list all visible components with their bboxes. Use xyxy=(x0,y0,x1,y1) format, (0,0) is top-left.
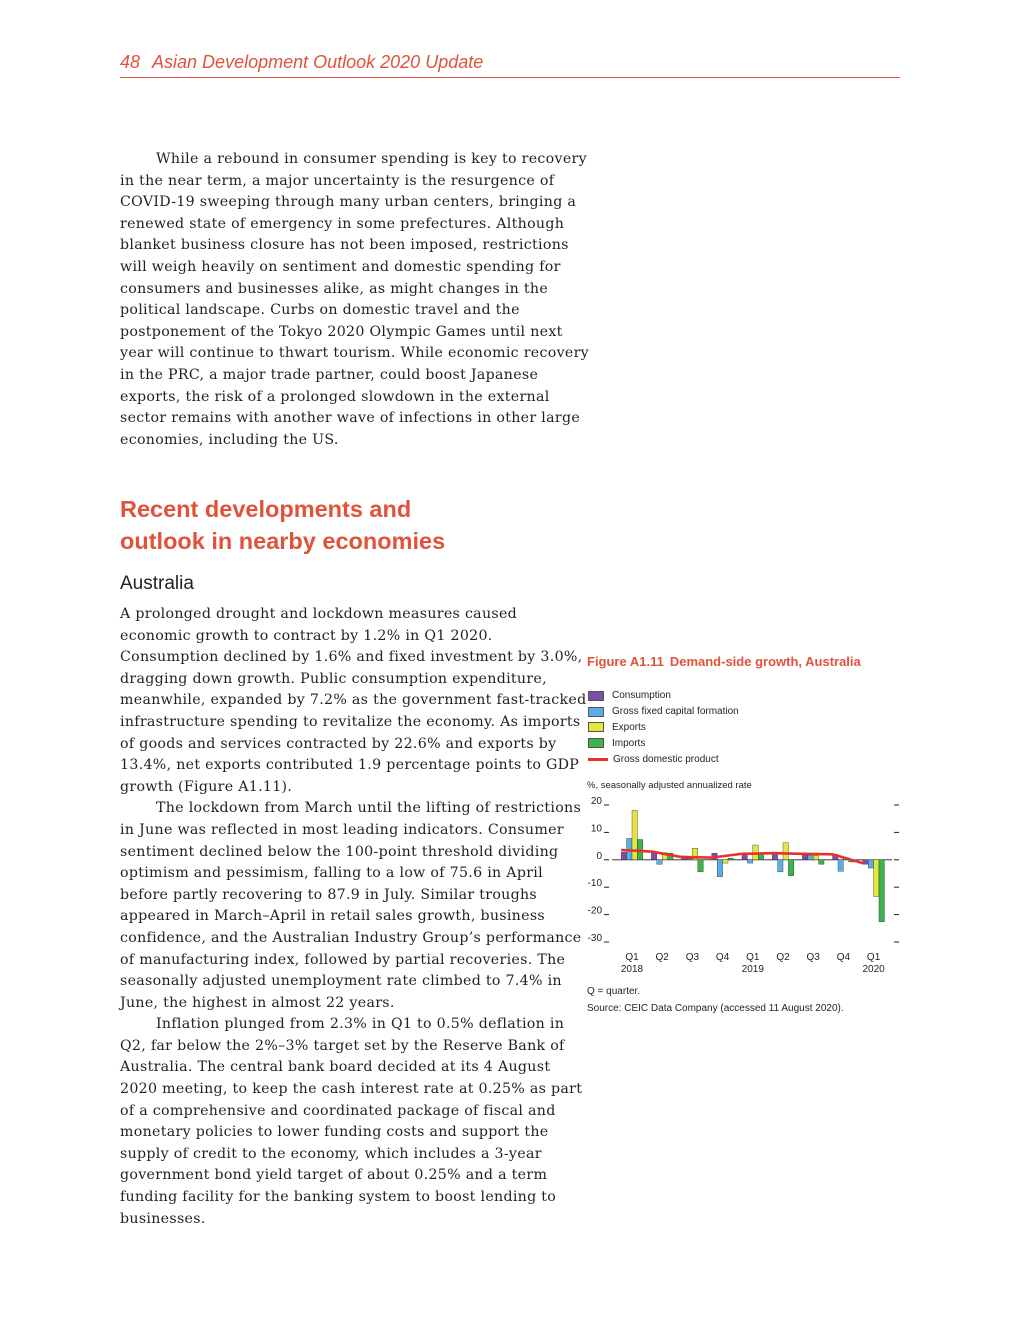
x-year-label: 2020 xyxy=(862,964,885,975)
bar-consumption-6 xyxy=(802,855,807,860)
x-year-label: 2019 xyxy=(741,964,764,975)
legend-swatch xyxy=(588,738,604,748)
legend-label: Consumption xyxy=(612,690,671,702)
legend-label: Gross domestic product xyxy=(613,753,719,765)
bar-exports-8 xyxy=(874,860,879,897)
legend-label: Gross fixed capital formation xyxy=(612,706,739,718)
bar-imports-5 xyxy=(788,860,793,876)
figure-number: Figure A1.11 xyxy=(587,654,664,669)
y-tick-label: -30 xyxy=(587,933,602,944)
x-year-label: 2018 xyxy=(620,964,644,975)
y-tick-label: 10 xyxy=(590,823,602,835)
x-tick-label: Q1 xyxy=(866,952,881,963)
bar-gross-fixed-capital-formation-1 xyxy=(657,860,662,864)
bar-consumption-4 xyxy=(742,855,747,859)
section-title-line-1: Recent developments and xyxy=(120,496,412,522)
bar-exports-3 xyxy=(723,860,728,863)
x-tick-label: Q4 xyxy=(715,952,730,963)
legend-item-gfcf xyxy=(588,704,739,720)
figure-note: Q = quarter. xyxy=(587,986,641,997)
bar-gross-fixed-capital-formation-5 xyxy=(778,860,783,872)
y-tick-label: 20 xyxy=(590,796,602,807)
running-header xyxy=(120,52,900,73)
subsection-heading: Australia xyxy=(120,573,194,594)
legend-swatch xyxy=(588,722,604,732)
legend-swatch xyxy=(588,691,604,701)
publication-title: Asian Development Outlook 2020 Update xyxy=(152,52,484,72)
chart-unit-label: %, seasonally adjusted annualized rate xyxy=(587,780,752,791)
legend-swatch xyxy=(588,707,604,717)
bar-gross-fixed-capital-formation-2 xyxy=(687,859,692,860)
x-tick-label: Q2 xyxy=(655,952,669,963)
body-paragraph-3: Inflation plunged from 2.3% in Q1 to 0.5% deflation in Q2, far below the 2%–3% target set by the Reserve Bank of Australia. The central bank board decided at its 4 August 2020 meeting, to keep the cash interest rate at 0.25% as part of a comprehensive and coordinated package of fiscal and monetary policies to lower funding costs and support the supply of credit to the economy, which includes a 3-year government bond yield target of about 0.25% and a term funding facility for the banking system to boost lending to businesses. xyxy=(120,1016,583,1227)
legend-line xyxy=(588,758,608,761)
chart-legend xyxy=(588,688,739,767)
x-tick-label: Q4 xyxy=(836,952,851,963)
intro-paragraph: While a rebound in consumer spending is key to recovery in the near term, a major uncertainty is the resurgence of COVID-19 sweeping through many urban centers, bringing a renewed state of emergency in some prefectures. Although blanket business closure has not been imposed, restrictions will weigh heavily on sentiment and domestic spending for consumers and businesses alike, as might changes in the political landscape. Curbs on domestic travel and the postponement of the Tokyo 2020 Olympic Games until next year will continue to thwart tourism. While economic recovery in the PRC, a major trade partner, could boost Japanese exports, the risk of a prolonged slowdown in the external sector remains with another wave of infections in other large economies, including the US. xyxy=(120,151,589,448)
legend-item-consumption xyxy=(588,688,739,704)
body-paragraph-2: The lockdown from March until the lifting of restrictions in June was reflected in most leading indicators. Consumer sentiment declined below the 100-point threshold dividing optimism and pessimism, falling to a low of 75.6 in April before partly recovering to 87.9 in July. Similar troughs appeared in March–April in retail sales growth, business confidence, and the Australian Industry Group’s performance of manufacturing index, followed by partial recoveries. The seasonally adjusted unemployment rate climbed to 7.4% in June, the highest in almost 22 years. xyxy=(120,800,582,1011)
bar-gross-fixed-capital-formation-3 xyxy=(717,860,722,877)
bar-exports-5 xyxy=(783,843,788,860)
x-tick-label: Q2 xyxy=(776,952,790,963)
bar-imports-8 xyxy=(879,860,884,922)
bar-gross-fixed-capital-formation-7 xyxy=(838,860,843,872)
bar-gross-fixed-capital-formation-4 xyxy=(747,860,752,863)
y-tick-label: -20 xyxy=(587,905,602,917)
x-tick-label: Q1 xyxy=(625,952,639,963)
header-rule xyxy=(120,77,900,78)
bar-imports-6 xyxy=(819,860,824,864)
legend-label: Imports xyxy=(612,737,646,749)
body-paragraph-1: A prolonged drought and lockdown measures caused economic growth to contract by 1.2% in Q1 2020. Consumption declined by 1.6% and fixed investment by 3.0%, dragging down growth. Public consumption expenditure, meanwhile, expanded by 7.2% as the government fast-tracked infrastructure spending to revitalize the economy. As imports of goods and services contracted by 22.6% and exports by 13.4%, net exports contributed 1.9 percentage points to GDP growth (Figure A1.11). xyxy=(120,606,587,795)
body-column xyxy=(120,604,590,1230)
bar-consumption-0 xyxy=(621,852,626,860)
y-tick-label: 0 xyxy=(596,850,602,862)
bar-exports-6 xyxy=(813,855,818,859)
bar-consumption-8 xyxy=(863,860,868,864)
section-title-line-2: outlook in nearby economies xyxy=(120,528,446,554)
bar-consumption-1 xyxy=(651,853,656,860)
bar-gross-fixed-capital-formation-6 xyxy=(808,855,813,859)
bar-chart xyxy=(580,795,910,980)
bar-imports-3 xyxy=(728,858,733,860)
legend-item-imports xyxy=(588,735,739,751)
x-tick-label: Q1 xyxy=(746,952,760,963)
legend-item-gdp xyxy=(588,751,739,767)
x-tick-label: Q3 xyxy=(806,952,820,963)
figure-caption: Demand-side growth, Australia xyxy=(669,654,861,669)
bar-exports-0 xyxy=(632,810,637,859)
page-number: 48 xyxy=(120,52,141,72)
intro-column xyxy=(120,149,590,451)
legend-item-exports xyxy=(588,720,739,736)
x-tick-label: Q3 xyxy=(685,952,700,963)
bar-imports-2 xyxy=(698,860,703,872)
y-tick-label: -10 xyxy=(587,878,602,890)
figure-source: Source: CEIC Data Company (accessed 11 August 2020). xyxy=(587,1003,844,1014)
section-title xyxy=(120,493,590,557)
legend-label: Exports xyxy=(612,721,646,733)
bar-gross-fixed-capital-formation-8 xyxy=(868,860,873,868)
figure-title xyxy=(587,654,907,669)
